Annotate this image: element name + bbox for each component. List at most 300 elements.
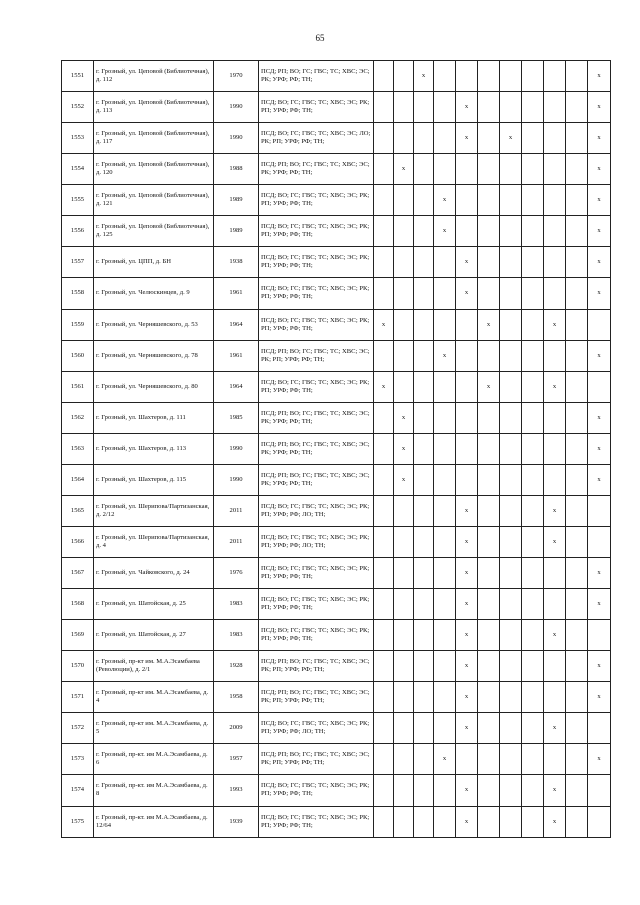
- mark-cell: [414, 651, 434, 682]
- row-number-cell: 1552: [62, 92, 94, 123]
- mark-cell: [500, 371, 522, 402]
- mark-cell: [434, 526, 456, 557]
- mark-cell: [478, 589, 500, 620]
- mark-cell: x: [434, 216, 456, 247]
- mark-cell: [434, 775, 456, 806]
- mark-cell: [478, 185, 500, 216]
- mark-cell: [566, 123, 588, 154]
- address-cell: г. Грозный, ул. Шатойская, д. 25: [94, 589, 214, 620]
- table-row: [62, 247, 611, 278]
- services-cell: ПСД; ВО; ГС; ГВС; ТС; ХВС; ЭС; РК; РП; УРФ; РФ; ТН;: [259, 775, 374, 806]
- mark-cell: [414, 154, 434, 185]
- table-row: [62, 526, 611, 557]
- address-cell: г. Грозный, пр-кт. им М.А.Эсамбаева, д. 6: [94, 744, 214, 775]
- mark-cell: x: [544, 526, 566, 557]
- mark-cell: x: [456, 495, 478, 526]
- mark-cell: [522, 402, 544, 433]
- mark-cell: [478, 61, 500, 92]
- address-cell: г. Грозный, ул. Шерипова/Партизанская, д. 4: [94, 526, 214, 557]
- year-cell: 1976: [214, 558, 259, 589]
- mark-cell: [500, 464, 522, 495]
- mark-cell: x: [456, 713, 478, 744]
- mark-cell: [522, 620, 544, 651]
- row-number-cell: 1567: [62, 558, 94, 589]
- mark-cell: [500, 154, 522, 185]
- mark-cell: [544, 154, 566, 185]
- mark-cell: [414, 806, 434, 837]
- mark-cell: [434, 247, 456, 278]
- mark-cell: [500, 744, 522, 775]
- mark-cell: [434, 433, 456, 464]
- mark-cell: [374, 806, 394, 837]
- mark-cell: [522, 589, 544, 620]
- mark-cell: x: [500, 123, 522, 154]
- year-cell: 2011: [214, 495, 259, 526]
- mark-cell: [588, 620, 611, 651]
- mark-cell: x: [414, 61, 434, 92]
- table-row: [62, 185, 611, 216]
- row-number-cell: 1565: [62, 495, 94, 526]
- mark-cell: [414, 340, 434, 371]
- mark-cell: [394, 216, 414, 247]
- year-cell: 1961: [214, 278, 259, 309]
- mark-cell: [522, 713, 544, 744]
- services-cell: ПСД; ВО; ГС; ГВС; ТС; ХВС; ЭС; РК; РП; УРФ; РФ; ЛО; ТН;: [259, 526, 374, 557]
- mark-cell: [434, 558, 456, 589]
- mark-cell: x: [456, 806, 478, 837]
- mark-cell: x: [588, 247, 611, 278]
- table-row: [62, 682, 611, 713]
- services-cell: ПСД; РП; ВО; ГС; ГВС; ТС; ХВС; ЭС; РК; УРФ; РФ; ТН;: [259, 433, 374, 464]
- mark-cell: [500, 558, 522, 589]
- mark-cell: [566, 278, 588, 309]
- address-cell: г. Грозный, ул. Черняшевского, д. 53: [94, 309, 214, 340]
- table-row: [62, 806, 611, 837]
- mark-cell: [414, 278, 434, 309]
- mark-cell: [522, 92, 544, 123]
- row-number-cell: 1554: [62, 154, 94, 185]
- mark-cell: [456, 464, 478, 495]
- mark-cell: [374, 92, 394, 123]
- address-cell: г. Грозный, ул. Цеповой (Библиотечная), д. 112: [94, 61, 214, 92]
- mark-cell: x: [588, 216, 611, 247]
- address-cell: г. Грозный, ул. Чайковского, д. 24: [94, 558, 214, 589]
- year-cell: 1939: [214, 806, 259, 837]
- mark-cell: [522, 464, 544, 495]
- mark-cell: [522, 558, 544, 589]
- mark-cell: [544, 682, 566, 713]
- address-cell: г. Грозный, ул. Шатойская, д. 27: [94, 620, 214, 651]
- mark-cell: [522, 744, 544, 775]
- mark-cell: [500, 247, 522, 278]
- mark-cell: [374, 682, 394, 713]
- services-cell: ПСД; ВО; ГС; ГВС; ТС; ХВС; ЭС; РК; РП; УРФ; РФ; ТН;: [259, 620, 374, 651]
- services-cell: ПСД; РП; ВО; ГС; ГВС; ТС; ХВС; ЭС; РК; УРФ; РФ; ТН;: [259, 61, 374, 92]
- mark-cell: [544, 216, 566, 247]
- mark-cell: [566, 713, 588, 744]
- address-cell: г. Грозный, ул. Цеповой (Библиотечная), д. 113: [94, 92, 214, 123]
- mark-cell: [522, 495, 544, 526]
- mark-cell: [566, 154, 588, 185]
- mark-cell: [522, 682, 544, 713]
- table-row: [62, 620, 611, 651]
- mark-cell: [414, 713, 434, 744]
- row-number-cell: 1568: [62, 589, 94, 620]
- row-number-cell: 1562: [62, 402, 94, 433]
- table-row: [62, 216, 611, 247]
- mark-cell: x: [544, 620, 566, 651]
- mark-cell: x: [588, 123, 611, 154]
- mark-cell: [414, 247, 434, 278]
- mark-cell: [414, 433, 434, 464]
- mark-cell: [588, 713, 611, 744]
- table-row: [62, 464, 611, 495]
- mark-cell: [374, 185, 394, 216]
- mark-cell: [374, 433, 394, 464]
- table-row: [62, 558, 611, 589]
- mark-cell: [500, 620, 522, 651]
- mark-cell: [544, 589, 566, 620]
- mark-cell: [478, 433, 500, 464]
- row-number-cell: 1556: [62, 216, 94, 247]
- mark-cell: x: [544, 713, 566, 744]
- mark-cell: x: [588, 558, 611, 589]
- table-row: [62, 402, 611, 433]
- mark-cell: x: [478, 371, 500, 402]
- mark-cell: [500, 806, 522, 837]
- mark-cell: [414, 495, 434, 526]
- mark-cell: [500, 775, 522, 806]
- table-row: [62, 371, 611, 402]
- mark-cell: [394, 806, 414, 837]
- services-cell: ПСД; РП; ВО; ГС; ГВС; ТС; ХВС; ЭС; РК; РП; УРФ; РФ; ТН;: [259, 682, 374, 713]
- mark-cell: x: [394, 154, 414, 185]
- mark-cell: [500, 589, 522, 620]
- mark-cell: [434, 61, 456, 92]
- mark-cell: [394, 682, 414, 713]
- mark-cell: [394, 185, 414, 216]
- mark-cell: x: [456, 589, 478, 620]
- mark-cell: [374, 558, 394, 589]
- mark-cell: x: [394, 464, 414, 495]
- mark-cell: x: [588, 744, 611, 775]
- mark-cell: [566, 247, 588, 278]
- address-cell: г. Грозный, ул. ЦПП, д. БН: [94, 247, 214, 278]
- mark-cell: [478, 806, 500, 837]
- mark-cell: [414, 402, 434, 433]
- mark-cell: [588, 371, 611, 402]
- mark-cell: [394, 651, 414, 682]
- mark-cell: [544, 433, 566, 464]
- mark-cell: [394, 775, 414, 806]
- mark-cell: [434, 589, 456, 620]
- address-cell: г. Грозный, ул. Шахтеров, д. 111: [94, 402, 214, 433]
- mark-cell: x: [588, 278, 611, 309]
- mark-cell: [500, 309, 522, 340]
- mark-cell: x: [456, 92, 478, 123]
- mark-cell: [566, 651, 588, 682]
- row-number-cell: 1560: [62, 340, 94, 371]
- mark-cell: [566, 775, 588, 806]
- mark-cell: [434, 92, 456, 123]
- mark-cell: [566, 92, 588, 123]
- row-number-cell: 1551: [62, 61, 94, 92]
- row-number-cell: 1574: [62, 775, 94, 806]
- mark-cell: [522, 247, 544, 278]
- mark-cell: [478, 92, 500, 123]
- mark-cell: [478, 402, 500, 433]
- services-cell: ПСД; РП; ВО; ГС; ГВС; ТС; ХВС; ЭС; РК; РП; УРФ; РФ; ТН;: [259, 340, 374, 371]
- year-cell: 1961: [214, 340, 259, 371]
- address-cell: г. Грозный, ул. Цеповой (Библиотечная), д. 120: [94, 154, 214, 185]
- mark-cell: [434, 278, 456, 309]
- mark-cell: x: [456, 526, 478, 557]
- mark-cell: [588, 775, 611, 806]
- row-number-cell: 1566: [62, 526, 94, 557]
- year-cell: 2011: [214, 526, 259, 557]
- mark-cell: x: [456, 247, 478, 278]
- address-cell: г. Грозный, пр-кт им. М.А.Эсамбаева, д. 5: [94, 713, 214, 744]
- mark-cell: [500, 185, 522, 216]
- mark-cell: [456, 744, 478, 775]
- services-cell: ПСД; ВО; ГС; ГВС; ТС; ХВС; ЭС; РК; РП; УРФ; РФ; ЛО; ТН;: [259, 495, 374, 526]
- mark-cell: x: [394, 402, 414, 433]
- mark-cell: [434, 620, 456, 651]
- table-row: [62, 651, 611, 682]
- mark-cell: [566, 589, 588, 620]
- table-row: [62, 278, 611, 309]
- row-number-cell: 1569: [62, 620, 94, 651]
- mark-cell: [566, 682, 588, 713]
- mark-cell: x: [544, 309, 566, 340]
- mark-cell: [478, 247, 500, 278]
- mark-cell: [500, 682, 522, 713]
- table-row: [62, 154, 611, 185]
- mark-cell: [478, 154, 500, 185]
- table-row: [62, 340, 611, 371]
- mark-cell: [544, 185, 566, 216]
- address-cell: г. Грозный, ул. Черняшевского, д. 78: [94, 340, 214, 371]
- mark-cell: [588, 495, 611, 526]
- mark-cell: [394, 495, 414, 526]
- mark-cell: [414, 589, 434, 620]
- mark-cell: [478, 682, 500, 713]
- mark-cell: [566, 526, 588, 557]
- mark-cell: [374, 713, 394, 744]
- services-cell: ПСД; ВО; ГС; ГВС; ТС; ХВС; ЭС; РК; РП; УРФ; РФ; ТН;: [259, 558, 374, 589]
- mark-cell: [456, 402, 478, 433]
- mark-cell: x: [588, 682, 611, 713]
- year-cell: 1970: [214, 61, 259, 92]
- year-cell: 1990: [214, 92, 259, 123]
- mark-cell: [544, 744, 566, 775]
- mark-cell: [522, 526, 544, 557]
- address-cell: г. Грозный, пр-кт. им М.А.Эсамбаева, д. 12/64: [94, 806, 214, 837]
- mark-cell: [588, 309, 611, 340]
- services-cell: ПСД; ВО; ГС; ГВС; ТС; ХВС; ЭС; РК; РП; УРФ; РФ; ТН;: [259, 278, 374, 309]
- mark-cell: [544, 340, 566, 371]
- mark-cell: [566, 402, 588, 433]
- year-cell: 1989: [214, 185, 259, 216]
- mark-cell: x: [588, 589, 611, 620]
- mark-cell: [478, 278, 500, 309]
- mark-cell: x: [588, 340, 611, 371]
- mark-cell: [394, 526, 414, 557]
- mark-cell: [478, 526, 500, 557]
- mark-cell: [434, 682, 456, 713]
- year-cell: 1989: [214, 216, 259, 247]
- mark-cell: x: [456, 775, 478, 806]
- mark-cell: [544, 464, 566, 495]
- row-number-cell: 1575: [62, 806, 94, 837]
- mark-cell: [394, 92, 414, 123]
- mark-cell: [478, 620, 500, 651]
- mark-cell: [500, 340, 522, 371]
- mark-cell: x: [588, 433, 611, 464]
- mark-cell: [414, 123, 434, 154]
- year-cell: 1990: [214, 464, 259, 495]
- mark-cell: [500, 278, 522, 309]
- mark-cell: [394, 309, 414, 340]
- mark-cell: [374, 651, 394, 682]
- row-number-cell: 1573: [62, 744, 94, 775]
- mark-cell: [456, 340, 478, 371]
- mark-cell: x: [588, 61, 611, 92]
- mark-cell: [478, 775, 500, 806]
- table-row: [62, 589, 611, 620]
- mark-cell: [522, 806, 544, 837]
- row-number-cell: 1561: [62, 371, 94, 402]
- row-number-cell: 1558: [62, 278, 94, 309]
- mark-cell: x: [544, 371, 566, 402]
- mark-cell: [374, 495, 394, 526]
- mark-cell: [544, 651, 566, 682]
- mark-cell: [434, 495, 456, 526]
- mark-cell: [394, 589, 414, 620]
- year-cell: 1958: [214, 682, 259, 713]
- mark-cell: [456, 433, 478, 464]
- mark-cell: [522, 278, 544, 309]
- address-cell: г. Грозный, пр-кт им. М.А.Эсамбаева, д. 4: [94, 682, 214, 713]
- year-cell: 2009: [214, 713, 259, 744]
- row-number-cell: 1570: [62, 651, 94, 682]
- mark-cell: [500, 526, 522, 557]
- mark-cell: x: [374, 371, 394, 402]
- services-cell: ПСД; ВО; ГС; ГВС; ТС; ХВС; ЭС; ЛО; РК; РП; УРФ; РФ; ТН;: [259, 123, 374, 154]
- mark-cell: [414, 744, 434, 775]
- services-cell: ПСД; ВО; ГС; ГВС; ТС; ХВС; ЭС; РК; РП; УРФ; РФ; ТН;: [259, 92, 374, 123]
- mark-cell: [374, 464, 394, 495]
- mark-cell: x: [456, 558, 478, 589]
- mark-cell: x: [374, 309, 394, 340]
- mark-cell: [374, 278, 394, 309]
- address-cell: г. Грозный, ул. Цеповой (Библиотечная), д. 121: [94, 185, 214, 216]
- mark-cell: [414, 309, 434, 340]
- mark-cell: [544, 123, 566, 154]
- mark-cell: [414, 526, 434, 557]
- services-cell: ПСД; РП; ВО; ГС; ГВС; ТС; ХВС; ЭС; РК; РП; УРФ; РФ; ТН;: [259, 744, 374, 775]
- mark-cell: [522, 185, 544, 216]
- year-cell: 1983: [214, 589, 259, 620]
- mark-cell: [394, 558, 414, 589]
- mark-cell: [500, 402, 522, 433]
- mark-cell: [500, 92, 522, 123]
- mark-cell: [500, 61, 522, 92]
- mark-cell: [374, 216, 394, 247]
- mark-cell: x: [394, 433, 414, 464]
- mark-cell: [414, 216, 434, 247]
- mark-cell: [394, 61, 414, 92]
- year-cell: 1988: [214, 154, 259, 185]
- address-cell: г. Грозный, ул. Шерипова/Партизанская, д. 2/12: [94, 495, 214, 526]
- mark-cell: [478, 744, 500, 775]
- services-cell: ПСД; ВО; ГС; ГВС; ТС; ХВС; ЭС; РК; РП; УРФ; РФ; ТН;: [259, 806, 374, 837]
- address-cell: г. Грозный, ул. Челюскинцев, д. 9: [94, 278, 214, 309]
- mark-cell: [374, 744, 394, 775]
- mark-cell: [522, 309, 544, 340]
- mark-cell: x: [434, 744, 456, 775]
- mark-cell: [522, 371, 544, 402]
- mark-cell: [456, 61, 478, 92]
- mark-cell: x: [544, 775, 566, 806]
- mark-cell: [456, 309, 478, 340]
- mark-cell: x: [434, 340, 456, 371]
- mark-cell: [544, 247, 566, 278]
- mark-cell: [434, 651, 456, 682]
- mark-cell: [522, 154, 544, 185]
- mark-cell: x: [544, 806, 566, 837]
- mark-cell: x: [588, 402, 611, 433]
- mark-cell: x: [456, 278, 478, 309]
- mark-cell: [374, 247, 394, 278]
- mark-cell: [522, 216, 544, 247]
- table-row: [62, 713, 611, 744]
- mark-cell: [544, 61, 566, 92]
- services-cell: ПСД; ВО; ГС; ГВС; ТС; ХВС; ЭС; РК; РП; УРФ; РФ; ТН;: [259, 371, 374, 402]
- mark-cell: [566, 309, 588, 340]
- mark-cell: [374, 340, 394, 371]
- mark-cell: [478, 713, 500, 744]
- mark-cell: [478, 558, 500, 589]
- year-cell: 1928: [214, 651, 259, 682]
- mark-cell: [522, 123, 544, 154]
- year-cell: 1990: [214, 123, 259, 154]
- year-cell: 1993: [214, 775, 259, 806]
- address-cell: г. Грозный, пр-кт им. М.А.Эсамбаева (Революции), д. 2/1: [94, 651, 214, 682]
- table-body: [62, 61, 611, 838]
- address-cell: г. Грозный, ул. Цеповой (Библиотечная), д. 125: [94, 216, 214, 247]
- mark-cell: [394, 713, 414, 744]
- mark-cell: [456, 216, 478, 247]
- mark-cell: [522, 651, 544, 682]
- row-number-cell: 1564: [62, 464, 94, 495]
- mark-cell: [566, 806, 588, 837]
- mark-cell: x: [588, 651, 611, 682]
- services-cell: ПСД; ВО; ГС; ГВС; ТС; ХВС; ЭС; РК; РП; УРФ; РФ; ТН;: [259, 216, 374, 247]
- mark-cell: x: [456, 651, 478, 682]
- mark-cell: [500, 651, 522, 682]
- mark-cell: x: [478, 309, 500, 340]
- mark-cell: [434, 806, 456, 837]
- mark-cell: [544, 558, 566, 589]
- services-cell: ПСД; ВО; ГС; ГВС; ТС; ХВС; ЭС; РК; РП; УРФ; РФ; ТН;: [259, 309, 374, 340]
- mark-cell: [394, 620, 414, 651]
- mark-cell: [434, 464, 456, 495]
- mark-cell: [566, 61, 588, 92]
- mark-cell: x: [588, 185, 611, 216]
- mark-cell: [414, 92, 434, 123]
- mark-cell: x: [456, 123, 478, 154]
